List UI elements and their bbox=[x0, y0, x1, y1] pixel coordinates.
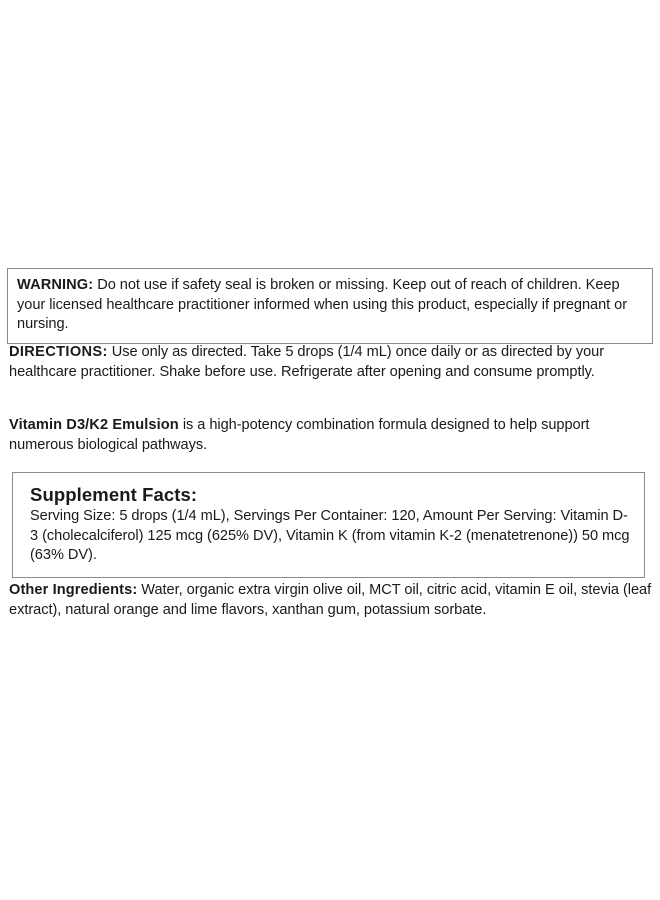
directions-label: DIRECTIONS: bbox=[9, 344, 108, 360]
supplement-facts-title: Supplement Facts: bbox=[30, 484, 198, 505]
other-ingredients-label: Other Ingredients: bbox=[9, 582, 138, 598]
product-description-body: is a high-potency combination formula designed to help support numerous biological pathways. bbox=[9, 417, 590, 453]
product-name: Vitamin D3/K2 Emulsion bbox=[9, 417, 179, 433]
warning-box bbox=[7, 268, 653, 344]
other-ingredients-paragraph bbox=[9, 581, 655, 620]
warning-text bbox=[17, 276, 643, 335]
supplement-facts-box bbox=[12, 472, 645, 578]
directions-body: Use only as directed. Take 5 drops (1/4 mL) once daily or as directed by your healthcare practitioner. Shake before use. Refrigerate after opening and consume promptly. bbox=[9, 344, 605, 380]
directions-paragraph bbox=[9, 343, 655, 382]
supplement-facts-body: Serving Size: 5 drops (1/4 mL), Servings Per Container: 120, Amount Per Serving: Vitamin D-3 (cholecalciferol) 125 mcg (625% DV), Vitamin K (from vitamin K-2 (menatetrenone)) 50 mcg (63% DV). bbox=[30, 508, 630, 563]
product-description-paragraph bbox=[9, 416, 655, 455]
warning-body: Do not use if safety seal is broken or missing. Keep out of reach of children. Keep your licensed healthcare practitioner informed when using this product, especially if pregnant or nursing. bbox=[17, 277, 628, 332]
other-ingredients-body: Water, organic extra virgin olive oil, MCT oil, citric acid, vitamin E oil, stevia (leaf extract), natural orange and lime flavors, xanthan gum, potassium sorbate. bbox=[9, 582, 652, 618]
warning-label: WARNING: bbox=[17, 277, 94, 293]
